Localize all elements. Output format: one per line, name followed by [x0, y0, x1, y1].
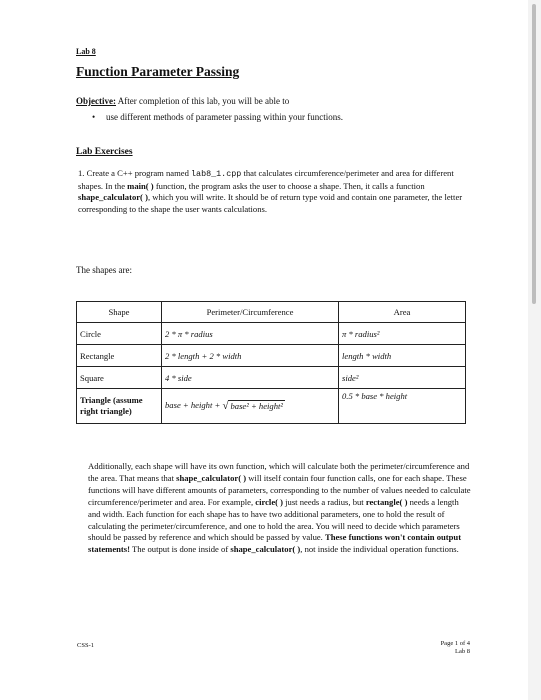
cell-perimeter: 4 * side [162, 367, 339, 389]
page-title: Function Parameter Passing [76, 64, 240, 79]
para2-text-f: , not inside the individual operation functions. [300, 544, 459, 555]
triangle-label: Triangle (assume right triangle) [80, 395, 143, 416]
additional-paragraph [88, 461, 472, 556]
cell-perimeter [162, 389, 339, 424]
objective-label: Objective: [76, 96, 116, 106]
exercise-1-paragraph [78, 168, 473, 215]
cell-area: length * width [339, 345, 466, 367]
table-row [77, 367, 466, 389]
shapes-table [76, 301, 466, 424]
para2-text-c: just needs a radius, but [283, 496, 366, 507]
footer-page-info [420, 640, 470, 656]
triangle-perimeter-prefix: base + height + [165, 399, 223, 410]
sqrt-symbol: √ [222, 400, 229, 413]
scrollbar-thumb[interactable] [532, 4, 536, 304]
circle-fn: circle( ) [255, 496, 283, 507]
shapes-label: The shapes are: [76, 265, 132, 275]
cell-shape: Square [77, 367, 162, 389]
objective-text: After completion of this lab, you will be able to [115, 96, 290, 106]
table-row [77, 345, 466, 367]
objective-line [76, 96, 289, 106]
calc-fn: shape_calculator( ) [78, 192, 148, 203]
para2-text-d: needs a length and width. Each function for each shape has to have two additional parameters, one to hold the result of calculating the perimeter/circumference, and one to hold the area. You will need to decide which parameters should be passed by reference and which should be passed by value. [88, 496, 460, 543]
cell-shape: Circle [77, 323, 162, 345]
lab-tag: Lab 8 [76, 47, 96, 56]
para2-text-a: Additionally, each shape will have its own function, which will calculate both the perimeter/circumference and the area. That means that [88, 461, 470, 483]
cell-perimeter: 2 * length + 2 * width [162, 345, 339, 367]
table-row [77, 389, 466, 424]
header-area: Area [339, 302, 466, 323]
calc-fn: shape_calculator( ) [176, 472, 247, 483]
table-row [77, 323, 466, 345]
footer-lab: Lab 8 [455, 648, 470, 655]
main-fn: main( ) [127, 180, 154, 191]
footer-course-code: CSS-1 [77, 642, 94, 649]
sqrt-icon [222, 400, 285, 412]
no-output-statement: These functions won't contain output statements! [88, 532, 462, 555]
para2-text-e: The output is done inside of [130, 544, 231, 555]
header-shape: Shape [77, 302, 162, 323]
calc-fn: shape_calculator( ) [230, 544, 301, 555]
para1-text-b: that calculates circumference/perimeter and area for different shapes. In the [78, 168, 454, 191]
bullet-text: use different methods of parameter passing within your functions. [106, 112, 344, 122]
page-number: Page 1 of 4 [440, 640, 470, 647]
bullet-icon: • [92, 112, 96, 122]
exercises-heading: Lab Exercises [76, 147, 133, 157]
cell-perimeter: 2 * π * radius [162, 323, 339, 345]
objective-bullet [92, 112, 343, 122]
cell-shape [77, 389, 162, 424]
para1-text-a: 1. Create a C++ program named [78, 168, 192, 178]
cell-area: 0.5 * base * height [339, 389, 466, 424]
sqrt-radicand: base² + height² [230, 401, 283, 412]
para1-text-c: function, the program asks the user to choose a shape. Then, it calls a function [153, 180, 425, 191]
header-perimeter: Perimeter/Circumference [162, 302, 339, 323]
rectangle-fn: rectangle( ) [365, 496, 408, 507]
para1-text-d: , which you will write. It should be of return type void and contain one parameter, the letter corresponding to the shape the user wants calculations. [78, 192, 463, 214]
cell-shape: Rectangle [77, 345, 162, 367]
table-header-row [77, 302, 466, 323]
para2-text-b: will itself contain four function calls, one for each shape. These functions will have different amounts of parameters, corresponding to the number of values needed to calculate circumference/perimeter and area. For example, [88, 472, 471, 507]
filename-code: lab8_1.cpp [191, 169, 242, 179]
cell-area: π * radius² [339, 323, 466, 345]
cell-area: side² [339, 367, 466, 389]
